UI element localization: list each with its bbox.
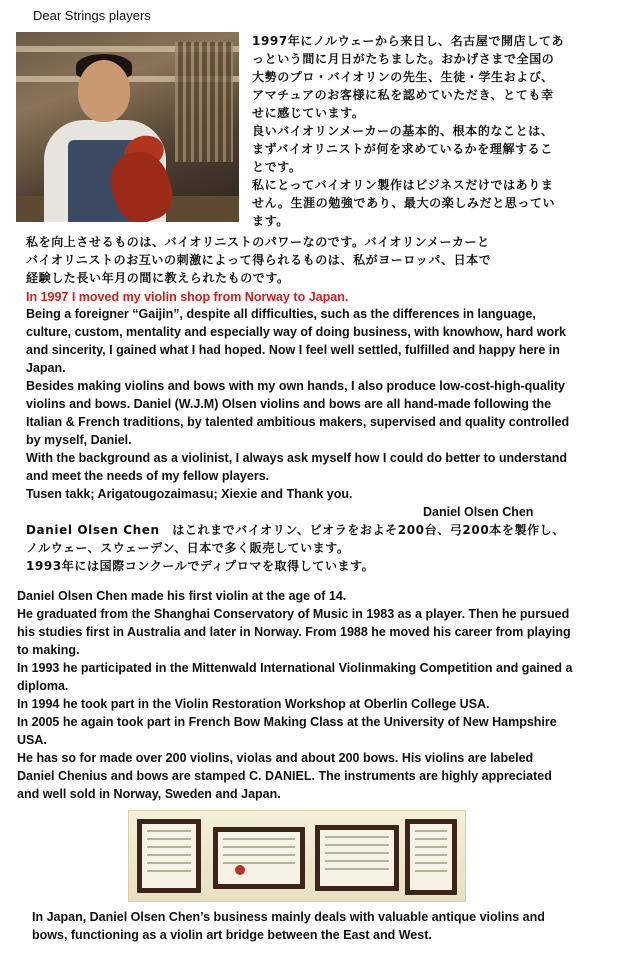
- text-line: bows, functioning as a violin art bridge between the East and West.: [32, 928, 432, 942]
- text-line: Daniel Olsen Chen made his first violin at the age of 14.: [17, 589, 347, 603]
- text-line: アマチュアのお客様に私を認めていただき、とても幸: [252, 88, 554, 102]
- japanese-profile: [26, 521, 626, 575]
- text-line: In 2005 he again took part in French Bow Making Class at the University of New Hampshire: [17, 715, 557, 729]
- text-line: Being a foreigner “Gaijin”, despite all difficulties, such as the differences in language,: [26, 307, 536, 321]
- diploma-frame: [315, 825, 399, 891]
- text-line: Besides making violins and bows with my own hands, I also produce low-cost-high-quality: [26, 379, 565, 393]
- diploma-frame: [405, 819, 457, 895]
- text-line: culture, custom, mentality and especially way of doing business, with knowhow, hard work: [26, 325, 566, 339]
- text-line: Japan.: [26, 361, 66, 375]
- text-line: Italian & French traditions, by talented ambitious makers, supervised and quality controlled: [26, 415, 570, 429]
- diploma-frame: [213, 827, 305, 889]
- text-line: He has so for made over 200 violins, violas and about 200 bows. His violins are labeled: [17, 751, 534, 765]
- text-line: とです。: [252, 160, 302, 174]
- text-line: 私を向上させるものは、バイオリニストのパワーなのです。バイオリンメーカーと: [26, 235, 490, 249]
- text-line: In Japan, Daniel Olsen Chen’s business mainly deals with valuable antique violins and: [32, 910, 545, 924]
- text-line: USA.: [17, 733, 47, 747]
- text-line: バイオリニストのお互いの刺激によって得られるものは、私がヨーロッパ、日本で: [26, 253, 492, 267]
- text-line: to making.: [17, 643, 80, 657]
- greeting: Dear Strings players: [33, 8, 151, 23]
- text-line: ます。: [252, 214, 289, 228]
- text-line: by myself, Daniel.: [26, 433, 132, 447]
- text-line: っという間に月日がたちました。おかげさまで全国の: [252, 52, 555, 66]
- japanese-intro: [252, 32, 636, 230]
- text-line: 1993年には国際コンクールでディプロマを取得しています。: [26, 559, 375, 573]
- text-line: 良いバイオリンメーカーの基本的、根本的なことは、: [252, 124, 554, 138]
- text-line: 大勢のプロ・バイオリンの先生、生徒・学生および、: [252, 70, 554, 84]
- text-line: 経験した長い年月の間に教えられたものです。: [26, 271, 290, 285]
- text-line: With the background as a violinist, I always ask myself how I could do better to understand: [26, 451, 567, 465]
- text-line: Daniel Chenius and bows are stamped C. DANIEL. The instruments are highly appreciated: [17, 769, 552, 783]
- diploma-frame: [137, 819, 201, 893]
- text-line: and meet the needs of my fellow players.: [26, 469, 270, 483]
- highlight-statement: In 1997 I moved my violin shop from Norway to Japan.: [26, 290, 349, 304]
- text-line: diploma.: [17, 679, 69, 693]
- text-line: まずバイオリニストが何を求めているかを理解するこ: [252, 142, 553, 156]
- text-line: 1997年にノルウェーから来日し、名古屋で開店してあ: [252, 34, 565, 48]
- text-line: Tusen takk; Arigatougozaimasu; Xiexie and Thank you.: [26, 487, 353, 501]
- text-line: In 1994 he took part in the Violin Restoration Workshop at Oberlin College USA.: [17, 697, 490, 711]
- text-line: せん。生涯の勉強であり、最大の楽しみだと思ってい: [252, 196, 556, 210]
- text-line: ノルウェー、スウェーデン、日本で多く販売しています。: [26, 541, 350, 555]
- text-line: his studies first in Australia and later in Norway. From 1988 he moved his career from playing: [17, 625, 571, 639]
- text-line: He graduated from the Shanghai Conservatory of Music in 1983 as a player. Then he pursued: [17, 607, 570, 621]
- text-line: Daniel Olsen Chen はこれまでバイオリン、ビオラをおよそ200台、弓200本を製作し、: [26, 523, 565, 537]
- luthier-photo: [16, 32, 239, 222]
- text-line: 私にとってバイオリン製作はビジネスだけではありま: [252, 178, 554, 192]
- english-biography: [17, 587, 632, 803]
- english-letter-body: [26, 305, 631, 503]
- japanese-paragraph: [26, 233, 626, 287]
- text-line: せに感じています。: [252, 106, 365, 120]
- text-line: and sincerity, I gained what I had hoped. Now I feel well settled, fulfilled and happy here in: [26, 343, 560, 357]
- diplomas-photo: [128, 810, 466, 902]
- signature: Daniel Olsen Chen: [423, 505, 534, 519]
- text-line: violins and bows. Daniel (W.J.M) Olsen violins and bows are all hand-made following the: [26, 397, 552, 411]
- text-line: In 1993 he participated in the Mittenwald International Violinmaking Competition and gained a: [17, 661, 573, 675]
- text-line: and well sold in Norway, Sweden and Japan.: [17, 787, 281, 801]
- closing-paragraph: [32, 908, 632, 944]
